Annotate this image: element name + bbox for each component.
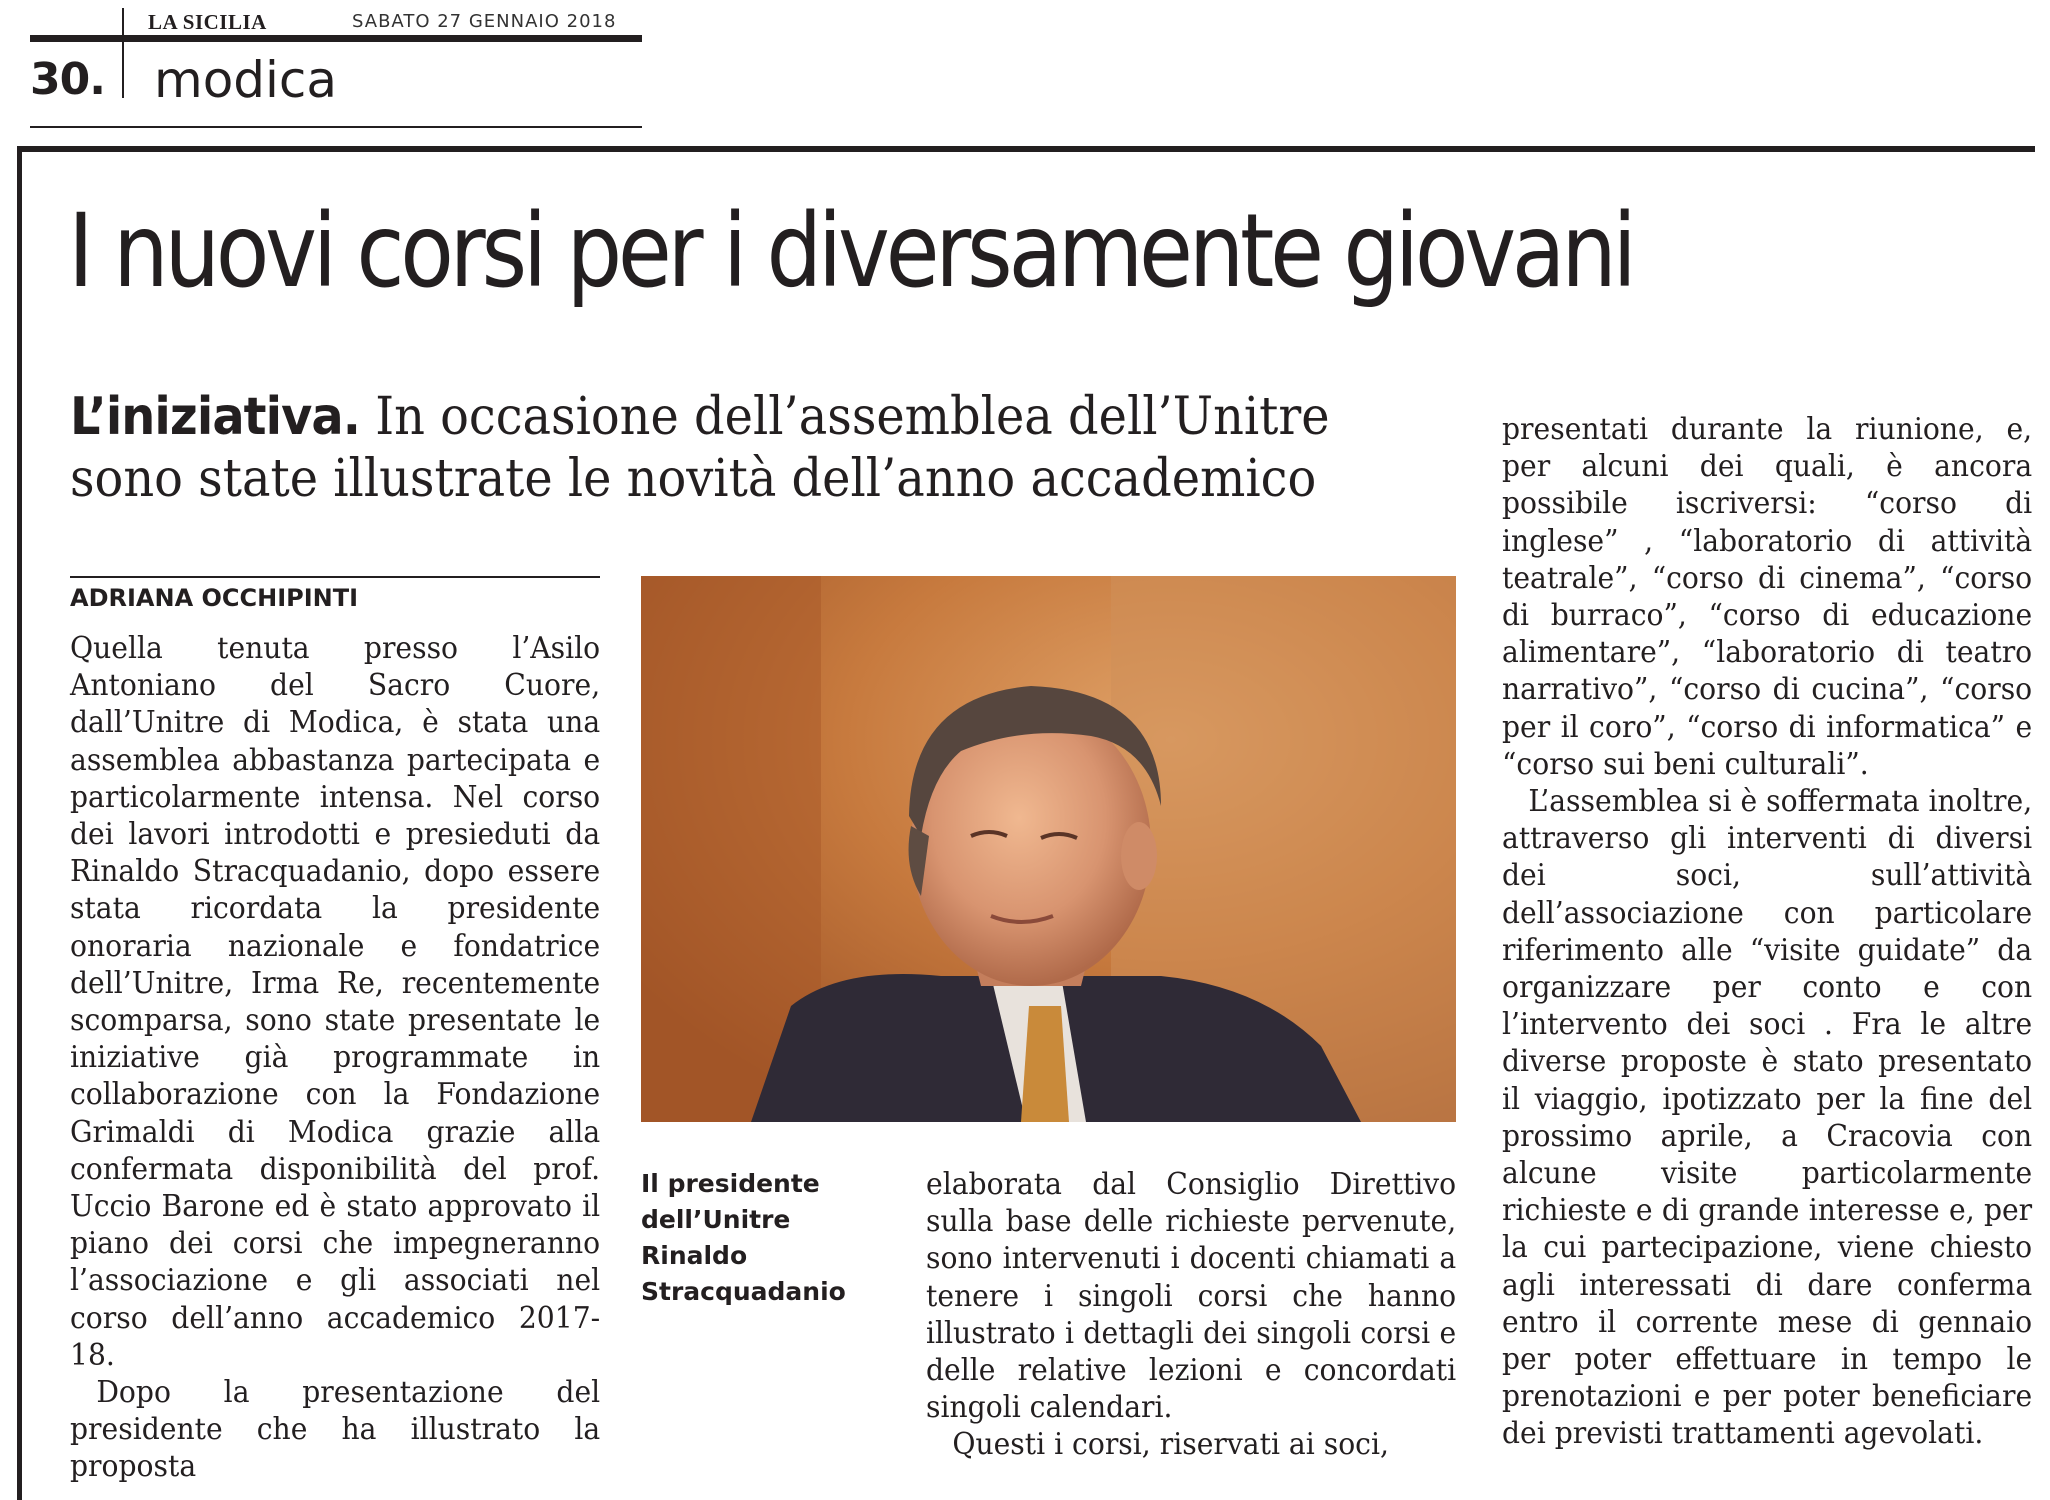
deck-text: In occasione dell’assemblea dell’Unitre sono state illustrate le novità dell’anno accademico [70, 387, 1330, 509]
body-paragraph: elaborata dal Consiglio Direttivo sulla base delle richieste pervenute, sono intervenuti i docenti chiamati a tenere i singoli corsi che hanno illustrato i dettagli dei singoli corsi e delle relative lezioni e concordati singoli calendari. [926, 1167, 1457, 1426]
body-paragraph: Quella tenuta presso l’Asilo Antoniano del Sacro Cuore, dall’Unitre di Modica, è stata una assemblea abbastanza partecipata e particolarmente intensa. Nel corso dei lavori introdotti e presieduti da Rinaldo Stracquadanio, dopo essere stata ricordata la presidente onoraria nazionale e fondatrice dell’Unitre, Irma Re, recentemente scomparsa, sono state presentate le iniziative già programmate in collaborazione con la Fondazione Grimaldi di Modica grazie alla confermata disponibilità del prof. Uccio Barone ed è stato approvato il piano dei corsi che impegneranno l’associazione e gli associati nel corso dell’anno accademico 2017-18. [70, 631, 601, 1373]
body-column-1 [70, 630, 600, 1486]
body-paragraph: presentati durante la riunione, e, per alcuni dei quali, è ancora possibile iscriversi: “corso di inglese” , “laboratorio di attività teatrale”, “corso di cinema”, “corso di burraco”, “corso di educazione alimentare”, “laboratorio di teatro narrativo”, “corso di cucina”, “corso per il coro”, “corso di informatica” e “corso sui beni culturali”. [1502, 412, 2033, 782]
article-frame-top [17, 146, 2035, 152]
body-column-4 [1502, 411, 2032, 1453]
body-paragraph: L’assemblea si è soffermata inoltre, attraverso gli interventi di diversi dei soci, sull’attività dell’associazione con particolare riferimento alle “visite guidate” da organizzare per conto e con l’intervento dei soci . Fra le altre diverse proposte è stato presentato il viaggio, ipotizzato per la fine del prossimo aprile, a Cracovia con alcune visite particolarmente richieste e di grande interesse e, per la cui partecipazione, viene chiesto agli interessati di dare conferma entro il corrente mese di gennaio per poter effettuare in tempo le prenotazioni e per poter beneficiare dei previsti trattamenti agevolati. [1502, 784, 2033, 1452]
issue-date: SABATO 27 GENNAIO 2018 [352, 11, 617, 32]
masthead-divider [122, 8, 124, 98]
deck-kicker: L’iniziativa. [70, 387, 360, 447]
portrait-photo [641, 576, 1456, 1122]
masthead-bottom-rule [30, 126, 642, 128]
masthead [30, 8, 642, 132]
deck [70, 386, 1340, 510]
body-paragraph: Dopo la presentazione del presidente che ha illustrato la proposta [70, 1375, 601, 1485]
section-name: modica [154, 51, 338, 109]
newspaper-name: LA SICILIA [148, 10, 267, 34]
body-paragraph: Questi i corsi, riservati ai soci, [952, 1427, 1389, 1463]
page-number: 30. [30, 54, 105, 105]
byline: ADRIANA OCCHIPINTI [70, 584, 359, 612]
headline: I nuovi corsi per i diversamente giovani [68, 192, 1633, 311]
article-frame-left [17, 146, 22, 1500]
photo-caption: Il presidente dell’Unitre Rinaldo Stracquadanio [641, 1169, 846, 1306]
body-column-3 [926, 1166, 1456, 1464]
byline-rule [70, 576, 600, 578]
